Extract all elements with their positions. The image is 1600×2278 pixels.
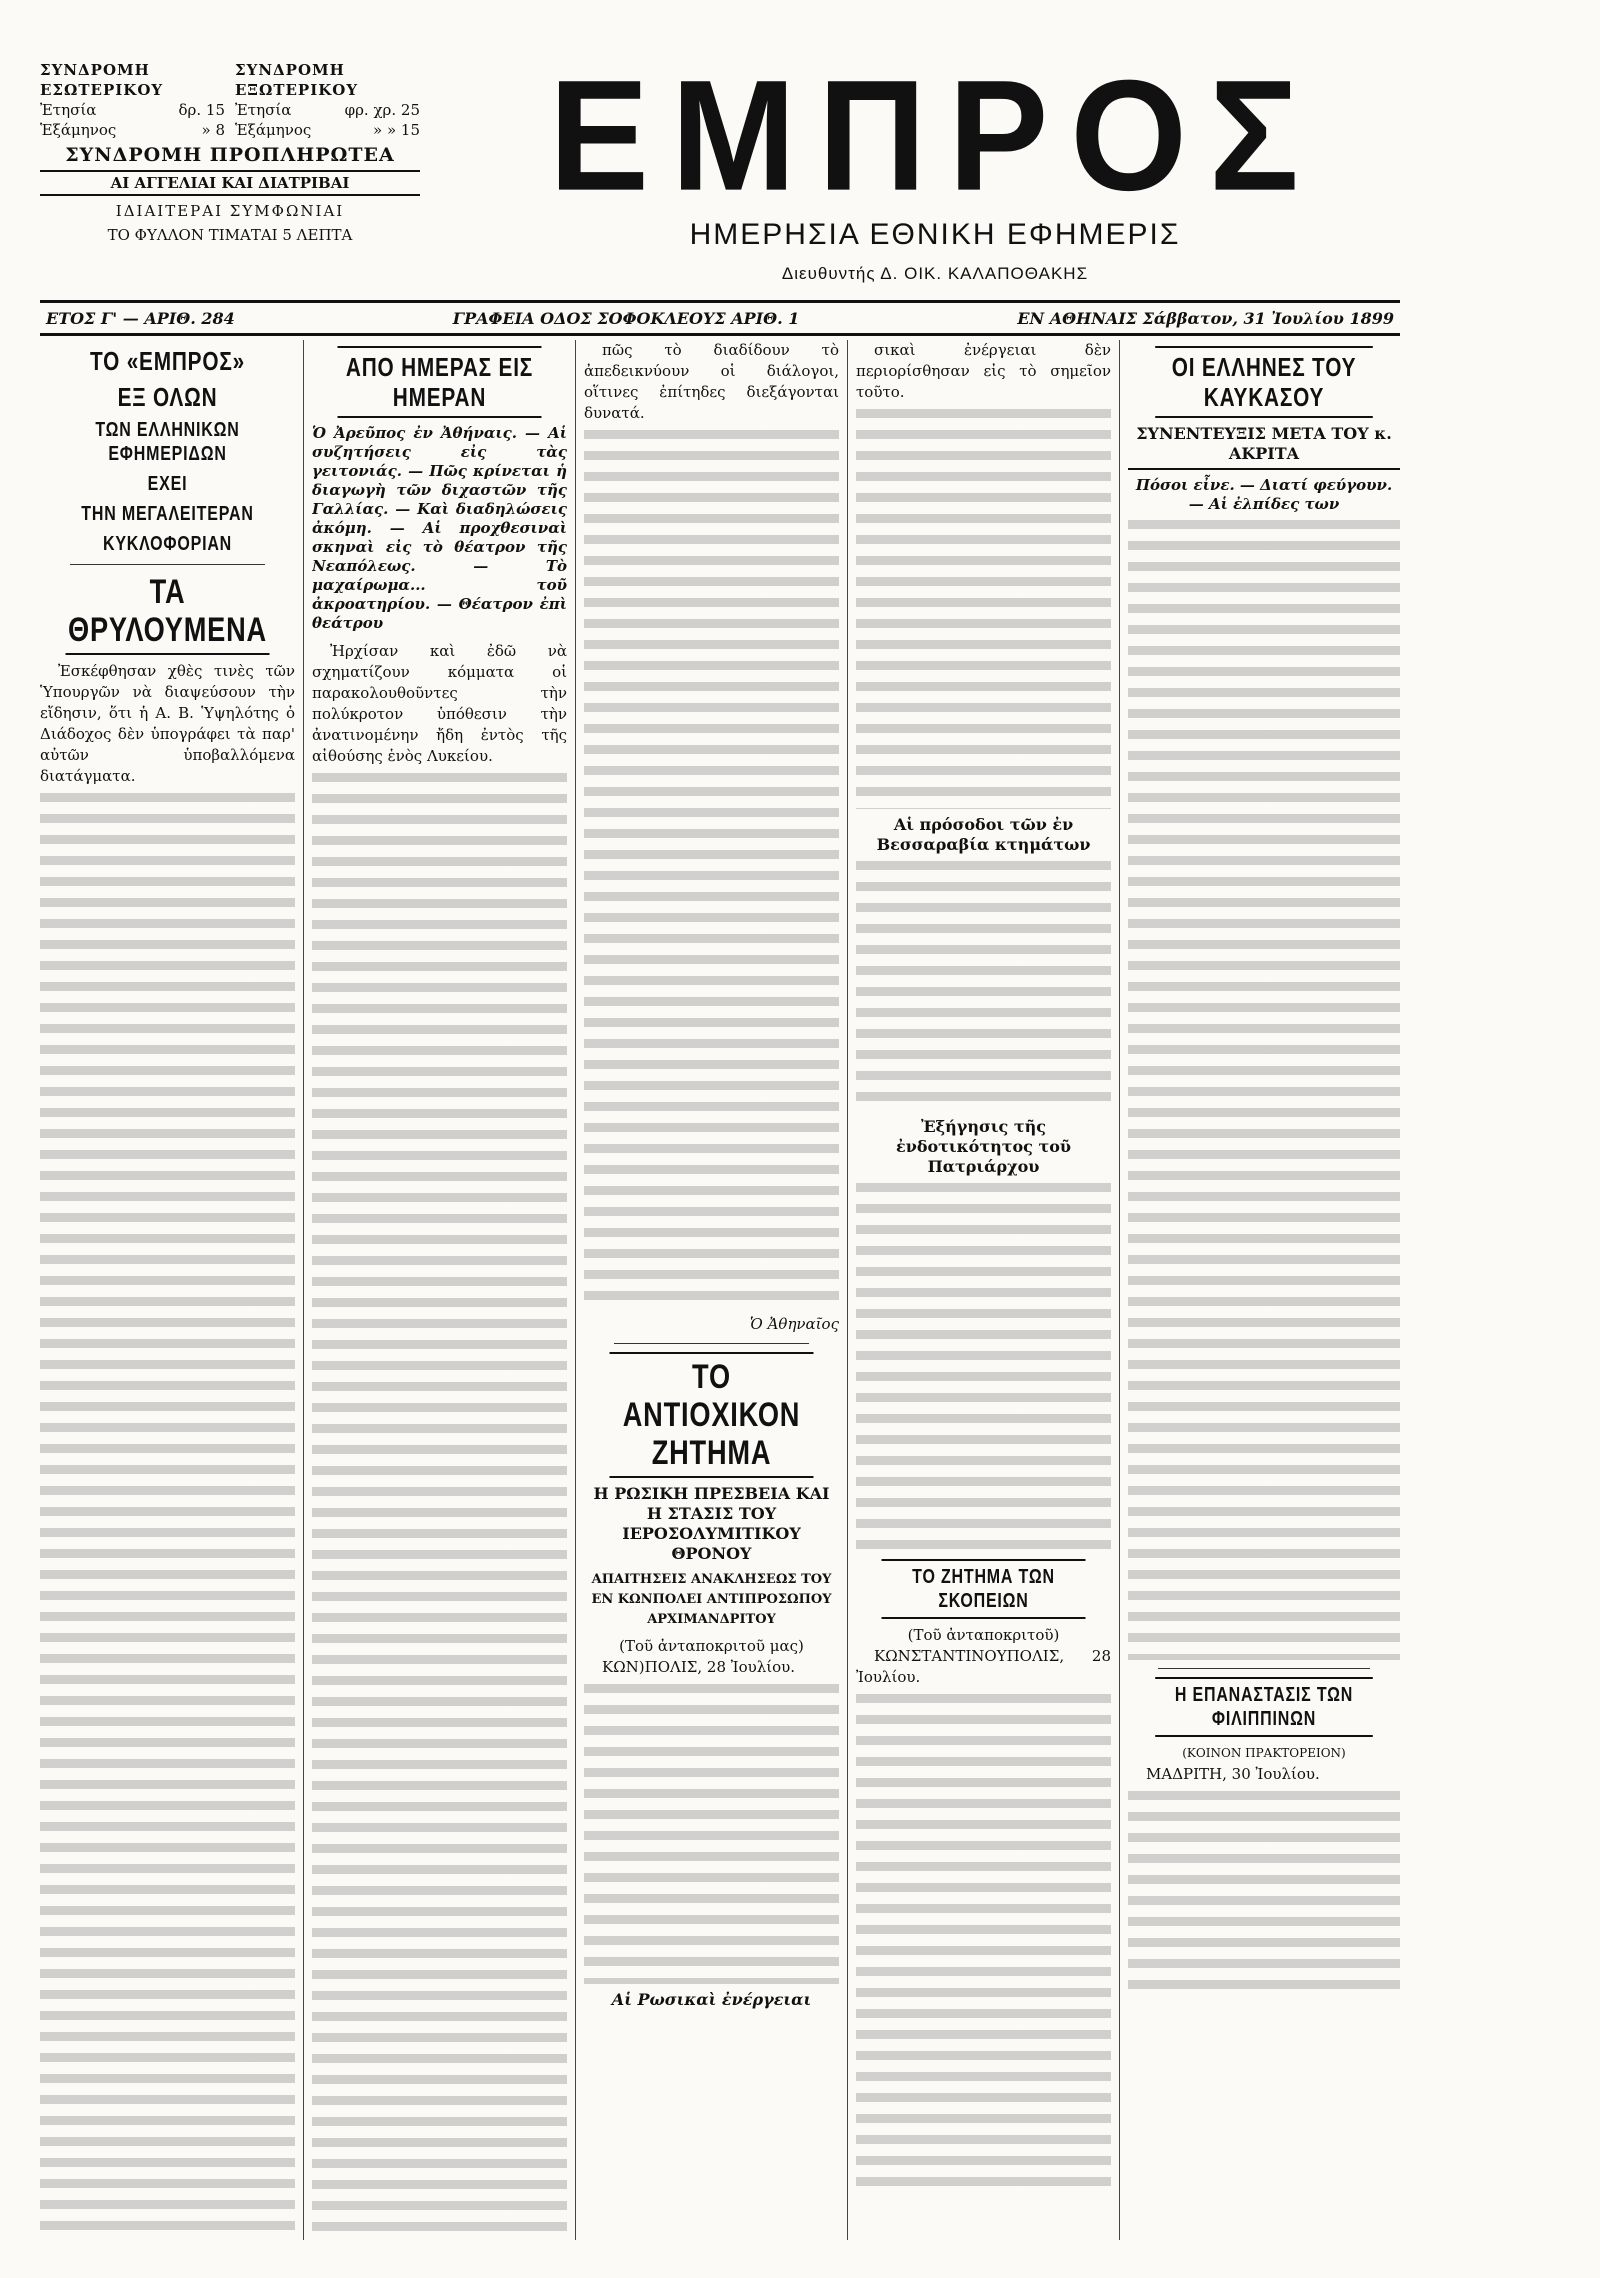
column-divider [1119, 340, 1120, 2240]
subscription-row [40, 120, 225, 140]
subscription-row [235, 120, 420, 140]
illegible-text-block [584, 1684, 839, 1984]
illegible-text-block [312, 773, 567, 2240]
row-label: Ἐτησία [40, 101, 97, 119]
subscription-exterior-heading: ΣΥΝΔΡΟΜΗ ΕΞΩΤΕΡΙΚΟΥ [235, 61, 359, 99]
row-value: » 8 [201, 121, 225, 139]
row-value: δρ. 15 [178, 101, 225, 119]
banner-line: ΕΧΕΙ [147, 473, 188, 495]
special-notice: ΙΔΙΑΙΤΕΡΑΙ ΣΥΜΦΩΝΙΑΙ [115, 202, 345, 220]
ads-notice: ΑΙ ΑΓΓΕΛΙΑΙ ΚΑΙ ΔΙΑΤΡΙΒΑΙ [40, 170, 420, 196]
article-subhead: ΑΠΑΙΤΗΣΕΙΣ ΑΝΑΚΛΗΣΕΩΣ ΤΟΥ ΕΝ ΚΩΝΠΟΛΕΙ ΑΝΤΙΠΡΟΣΩΠΟΥ ΑΡΧΙΜΑΝΔΡΙΤΟΥ [591, 1572, 832, 1627]
section-heading: Αἱ πρόσοδοι τῶν ἐν Βεσσαραβία κτημάτων [876, 815, 1091, 854]
newspaper-subtitle: ΗΜΕΡΗΣΙΑ ΕΘΝΙΚΗ ΕΦΗΜΕΡΙΣ [689, 218, 1181, 251]
subscription-exterior [235, 60, 420, 140]
column-1 [40, 340, 295, 2240]
office-address: ΓΡΑΦΕΙΑ ΟΔΟΣ ΣΟΦΟΚΛΕΟΥΣ ΑΡΙΘ. 1 [452, 308, 800, 328]
banner-line: ΚΥΚΛΟΦΟΡΙΑΝ [102, 533, 233, 555]
article-byline: (Τοῦ ἀνταποκριτοῦ) [907, 1626, 1060, 1644]
banner-line: ΤΟ «ΕΜΠΡΟΣ» [90, 346, 245, 376]
article-subhead: Η ΡΩΣΙΚΗ ΠΡΕΣΒΕΙΑ ΚΑΙ Η ΣΤΑΣΙΣ ΤΟΥ ΙΕΡΟΣΟΛΥΜΙΤΙΚΟΥ ΘΡΟΝΟΥ [593, 1484, 830, 1563]
article-columns [40, 340, 1400, 2240]
banner-line: ΤΩΝ ΕΛΛΗΝΙΚΩΝ ΕΦΗΜΕΡΙΔΩΝ [95, 419, 240, 465]
article-headline: ΤΟ ΑΝΤΙΟΧΙΚΟΝ ΖΗΤΗΜΑ [610, 1352, 814, 1478]
column-divider [303, 340, 304, 2240]
illegible-text-block [856, 1694, 1111, 2194]
banner-line: ΤΗΝ ΜΕΓΑΛΕΙΤΕΡΑΝ [81, 503, 254, 525]
article-lead: πῶς τὸ διαδίδουν τὸ ἀπεδεικνύουν οἱ διάλογοι, οἵτινες ἐπίτηδες διεξάγονται δυνατά. [584, 341, 839, 422]
article-headline: ΤΑ ΘΡΥΛΟΥΜΕΝΑ [66, 573, 270, 655]
illegible-text-block [40, 793, 295, 2240]
row-label: Ἑξάμηνος [40, 121, 117, 139]
illegible-text-block [856, 861, 1111, 1111]
column-3 [584, 340, 839, 2240]
illegible-text-block [856, 1183, 1111, 1553]
column-divider [847, 340, 848, 2240]
subscription-interior-heading: ΣΥΝΔΡΟΜΗ ΕΣΩΤΕΡΙΚΟΥ [40, 61, 164, 99]
director-line: Διευθυντής Δ. ΟΙΚ. ΚΑΛΑΠΟΘΑΚΗΣ [781, 264, 1089, 283]
divider [70, 564, 265, 565]
divider [1158, 1668, 1370, 1669]
article-headline: ΑΠΟ ΗΜΕΡΑΣ ΕΙΣ ΗΜΕΡΑΝ [338, 346, 542, 418]
illegible-text-block [1128, 1791, 1400, 1991]
newspaper-title: ΕΜΠΡΟΣ [548, 46, 1322, 224]
section-heading: Αἱ Ρωσικαὶ ἐνέργειαι [611, 1990, 812, 2009]
subscription-box [40, 60, 420, 244]
row-label: Ἑξάμηνος [235, 121, 312, 139]
issue-date: ΕΝ ΑΘΗΝΑΙΣ Σάββατον, 31 Ἰουλίου 1899 [1017, 308, 1394, 328]
price-notice: ΤΟ ΦΥΛΛΟΝ ΤΙΜΑΤΑΙ 5 ΛΕΠΤΑ [107, 226, 353, 244]
subscription-row [40, 100, 225, 120]
row-value: φρ. χρ. 25 [344, 101, 420, 119]
illegible-text-block [584, 430, 839, 1310]
illegible-text-block [856, 409, 1111, 809]
article-summary: Ὁ Ἀρεῦπος ἐν Ἀθήναις. — Αἱ συζητήσεις εἰς τὰς γειτονιάς. — Πῶς κρίνεται ἡ διαγωγὴ τῶν διχαστῶν τῆς Γαλλίας. — Καὶ διαδηλώσεις ἀκόμη. — Αἱ προχθεσιναὶ σκηναὶ εἰς τὸ θέατρον τῆς Νεαπόλεως. — Τὸ μαχαίρωμα... τοῦ ἀκροατηρίου. — Θέατρον ἐπὶ θεάτρου [312, 424, 567, 632]
article-headline: ΟΙ ΕΛΛΗΝΕΣ ΤΟΥ ΚΑΥΚΑΣΟΥ [1155, 346, 1373, 418]
row-value: » » 15 [373, 121, 420, 139]
column-2 [312, 340, 567, 2240]
article-summary: Πόσοι εἶνε. — Διατί φεύγουν. — Αἱ ἐλπίδες των [1135, 476, 1393, 513]
column-4 [856, 340, 1111, 2240]
subscription-row [235, 100, 420, 120]
article-headline: ΤΟ ΖΗΤΗΜΑ ΤΩΝ ΣΚΟΠΕΙΩΝ [882, 1559, 1086, 1619]
article-lead: σικαὶ ἐνέργειαι δὲν περιορίσθησαν εἰς τὸ σημεῖον τοῦτο. [856, 341, 1111, 401]
article-dateline: ΜΑΔΡΙΤΗ, 30 Ἰουλίου. [1146, 1765, 1320, 1783]
subscription-interior [40, 60, 225, 140]
column-divider [575, 340, 576, 2240]
title-block [470, 46, 1400, 284]
article-subhead: ΣΥΝΕΝΤΕΥΞΙΣ ΜΕΤΑ ΤΟΥ κ. ΑΚΡΙΤΑ [1128, 424, 1400, 470]
article-lead: Ἠρχίσαν καὶ ἐδῶ νὰ σχηματίζουν κόμματα οἱ παρακολουθοῦντες τὴν πολύκροτον ὑπόθεσιν τὴν ἀνατινομένην ἤδη ἐντὸς τῆς αἰθούσης ἑνὸς Λυκείου. [312, 642, 567, 765]
banner-line: ΕΞ ΟΛΩΝ [117, 382, 218, 412]
article-signature: Ὁ Ἀθηναῖος [749, 1315, 839, 1333]
article-dateline: ΚΩΝΣΤΑΝΤΙΝΟΥΠΟΛΙΣ, 28 Ἰουλίου. [856, 1647, 1111, 1686]
divider [614, 1343, 809, 1344]
prepaid-notice: ΣΥΝΔΡΟΜΗ ΠΡΟΠΛΗΡΩΤΕΑ [65, 144, 395, 166]
row-label: Ἐτησία [235, 101, 292, 119]
article-byline: (Τοῦ ἀνταποκριτοῦ μας) [619, 1637, 804, 1655]
column-5 [1128, 340, 1400, 2240]
masthead [40, 46, 1400, 305]
illegible-text-block [1128, 520, 1400, 1660]
article-dateline: ΚΩΝ)ΠΟΛΙΣ, 28 Ἰουλίου. [602, 1658, 796, 1676]
issue-info-bar [40, 300, 1400, 336]
issue-number: ΕΤΟΣ Γ' — ΑΡΙΘ. 284 [46, 308, 235, 328]
section-heading: Ἐξήγησις τῆς ἐνδοτικότητος τοῦ Πατριάρχου [895, 1117, 1072, 1176]
article-lead: Ἐσκέφθησαν χθὲς τινὲς τῶν Ὑπουργῶν νὰ διαψεύσουν τὴν εἴδησιν, ὅτι ἡ Α. Β. Ὑψηλότης ὁ Διάδοχος δὲν ὑπογράφει τὰ παρ' αὐτῶν ὑποβαλλόμενα διατάγματα. [40, 662, 295, 785]
article-byline: (ΚΟΙΝΟΝ ΠΡΑΚΤΟΡΕΙΟΝ) [1182, 1746, 1346, 1760]
article-headline: Η ΕΠΑΝΑΣΤΑΣΙΣ ΤΩΝ ΦΙΛΙΠΠΙΝΩΝ [1155, 1677, 1373, 1737]
